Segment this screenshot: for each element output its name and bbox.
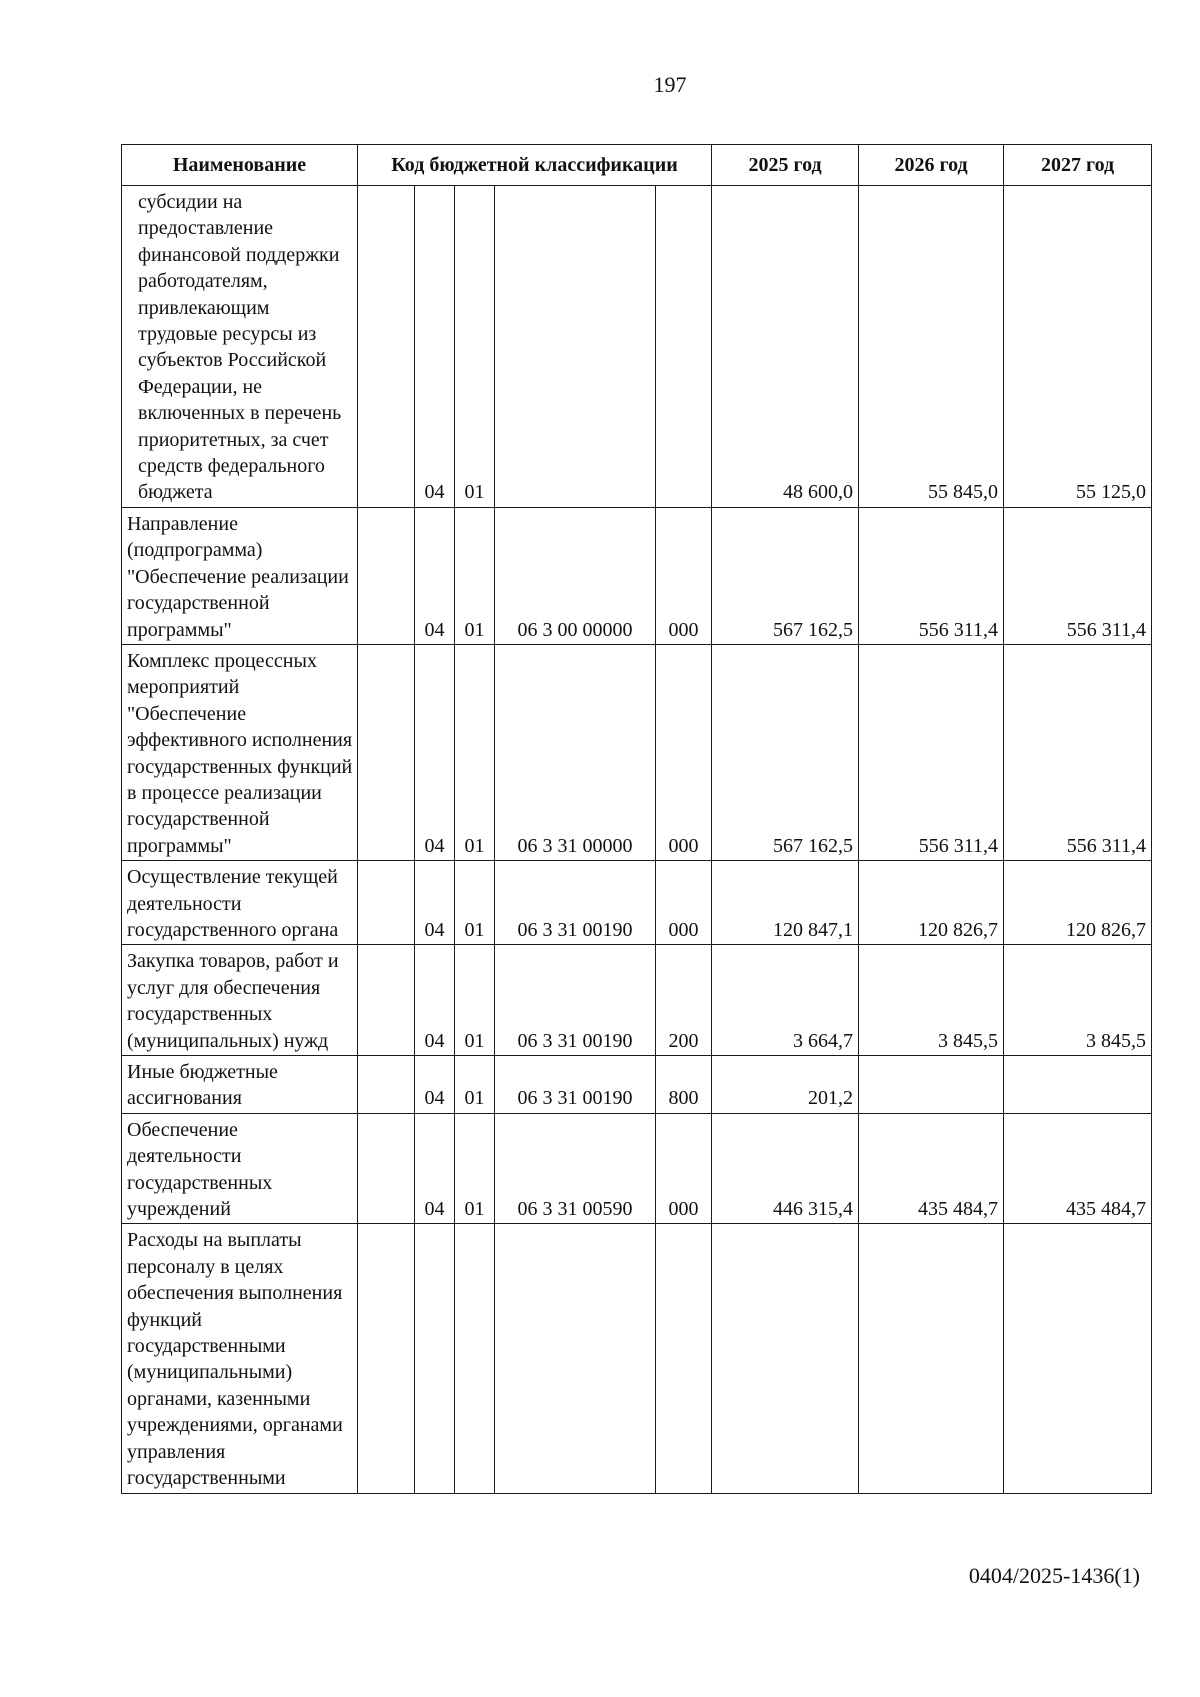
table-row [122,945,1152,1056]
code-section: 04 [415,945,455,1056]
row-name: Иные бюджетные ассигнования [122,1056,358,1114]
value-2027: 556 311,4 [1004,644,1152,860]
budget-table [121,144,1152,1494]
value-2027 [1004,1056,1152,1114]
code-expense-type [656,186,712,508]
code-cell-1 [358,644,415,860]
code-target-article [495,1224,656,1493]
table-row [122,861,1152,945]
code-cell-1 [358,1224,415,1493]
row-name: субсидии на предоставление финансовой поддержки работодателям, привлекающим трудовые ресурсы из субъектов Российской Федерации, не включенных в перечень приоритетных, за счет средств федерального бюджета [122,186,358,508]
code-section: 04 [415,507,455,644]
value-2026: 120 826,7 [859,861,1004,945]
value-2025: 567 162,5 [712,507,859,644]
code-cell-1 [358,507,415,644]
code-subsection: 01 [455,186,495,508]
header-name: Наименование [122,145,358,186]
value-2026 [859,1224,1004,1493]
value-2026: 55 845,0 [859,186,1004,508]
value-2025: 48 600,0 [712,186,859,508]
code-expense-type: 000 [656,507,712,644]
code-section: 04 [415,1113,455,1224]
code-expense-type: 800 [656,1056,712,1114]
value-2027: 55 125,0 [1004,186,1152,508]
row-name: Направление (подпрограмма) "Обеспечение реализации государственной программы" [122,507,358,644]
header-2026: 2026 год [859,145,1004,186]
code-expense-type: 200 [656,945,712,1056]
document-id: 0404/2025-1436(1) [968,1563,1140,1588]
value-2027: 435 484,7 [1004,1113,1152,1224]
code-section: 04 [415,186,455,508]
code-cell-1 [358,1113,415,1224]
value-2027: 120 826,7 [1004,861,1152,945]
code-cell-1 [358,861,415,945]
table-row [122,644,1152,860]
value-2026: 556 311,4 [859,507,1004,644]
value-2025: 120 847,1 [712,861,859,945]
code-subsection: 01 [455,1056,495,1114]
code-target-article: 06 3 31 00190 [495,861,656,945]
code-cell-1 [358,186,415,508]
code-section [415,1224,455,1493]
row-name: Осуществление текущей деятельности государственного органа [122,861,358,945]
code-subsection: 01 [455,1113,495,1224]
value-2025: 446 315,4 [712,1113,859,1224]
code-subsection: 01 [455,861,495,945]
header-2027: 2027 год [1004,145,1152,186]
code-section: 04 [415,861,455,945]
row-name: Комплекс процессных мероприятий "Обеспечение эффективного исполнения государственных функций в процессе реализации государственной программы" [122,644,358,860]
value-2027: 3 845,5 [1004,945,1152,1056]
table-row [122,507,1152,644]
header-code: Код бюджетной классификации [358,145,712,186]
table-row [122,1224,1152,1493]
code-target-article [495,186,656,508]
value-2025: 567 162,5 [712,644,859,860]
code-cell-1 [358,1056,415,1114]
code-target-article: 06 3 31 00590 [495,1113,656,1224]
value-2026: 435 484,7 [859,1113,1004,1224]
value-2025 [712,1224,859,1493]
code-target-article: 06 3 31 00190 [495,945,656,1056]
value-2025: 3 664,7 [712,945,859,1056]
code-section: 04 [415,644,455,860]
value-2026 [859,1056,1004,1114]
code-section: 04 [415,1056,455,1114]
value-2027: 556 311,4 [1004,507,1152,644]
table-header-row [122,145,1152,186]
value-2025: 201,2 [712,1056,859,1114]
code-expense-type: 000 [656,1113,712,1224]
header-2025: 2025 год [712,145,859,186]
table-row [122,1113,1152,1224]
value-2027 [1004,1224,1152,1493]
code-target-article: 06 3 00 00000 [495,507,656,644]
code-target-article: 06 3 31 00190 [495,1056,656,1114]
code-expense-type [656,1224,712,1493]
row-name: Обеспечение деятельности государственных учреждений [122,1113,358,1224]
code-subsection: 01 [455,945,495,1056]
table-row [122,186,1152,508]
code-expense-type: 000 [656,861,712,945]
code-subsection: 01 [455,507,495,644]
code-target-article: 06 3 31 00000 [495,644,656,860]
code-expense-type: 000 [656,644,712,860]
code-subsection [455,1224,495,1493]
value-2026: 556 311,4 [859,644,1004,860]
row-name: Расходы на выплаты персоналу в целях обеспечения выполнения функций государственными (муниципальными) органами, казенными учреждениями, органами управления государственными [122,1224,358,1493]
value-2026: 3 845,5 [859,945,1004,1056]
table-row [122,1056,1152,1114]
code-cell-1 [358,945,415,1056]
page-number: 197 [653,72,687,97]
code-subsection: 01 [455,644,495,860]
row-name: Закупка товаров, работ и услуг для обеспечения государственных (муниципальных) нужд [122,945,358,1056]
